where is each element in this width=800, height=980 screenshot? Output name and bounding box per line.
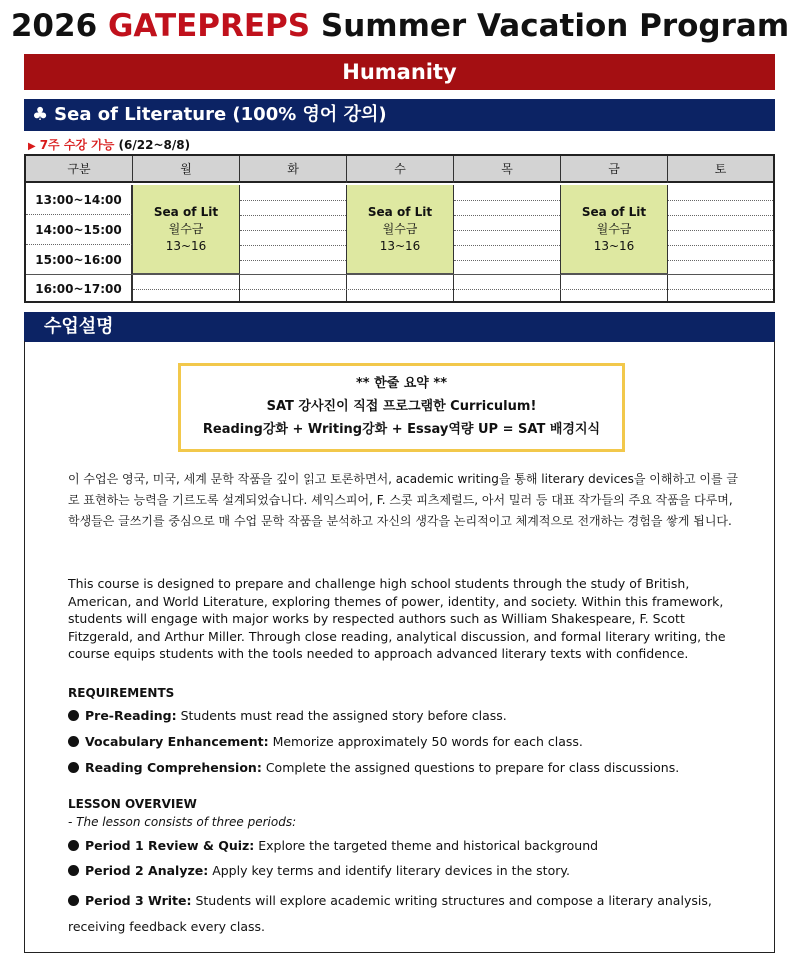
triangle-icon: ▶ xyxy=(28,141,36,152)
course-title-bar xyxy=(24,99,775,131)
time-slot: 16:00~17:00 xyxy=(26,275,132,301)
requirements-heading: REQUIREMENTS xyxy=(68,686,175,700)
english-description: This course is designed to prepare and challenge high school students through the study of British, American, and World Literature, exploring themes of power, identity, and society. Within this framework, students will engage with major works by respected authors such as William Shakespeare, F. Scott Fitzgerald, and Arthur Miller. Through close reading, analytical discussion, and formal literary writing, the course equips students with the tools needed to approach advanced literary texts with confidence. xyxy=(68,576,726,661)
course-title: Sea of Literature (100% 영어 강의) xyxy=(54,104,387,125)
time-slot: 14:00~15:00 xyxy=(26,215,132,245)
bullet-icon xyxy=(68,895,79,906)
page-title: 2026 GATEPREPS Summer Vacation Program xyxy=(10,8,790,44)
class-block-fri: Sea of Lit 월수금 13~16 xyxy=(561,185,668,274)
bullet-icon xyxy=(68,865,79,876)
header-wed: 수 xyxy=(347,156,454,183)
description-heading: 수업설명 xyxy=(24,312,775,342)
description-panel xyxy=(24,341,775,953)
class-block-wed: Sea of Lit 월수금 13~16 xyxy=(347,185,454,274)
bullet-icon xyxy=(68,736,79,747)
category-banner: Humanity xyxy=(24,54,775,90)
header-mon: 월 xyxy=(133,156,240,183)
requirement-item: Pre-Reading: Students must read the assigned story before class. xyxy=(68,708,758,723)
header-thu: 목 xyxy=(454,156,561,183)
lesson-item: Period 3 Write: Students will explore academic writing structures and compose a literary analysis, receiving feedback every class. xyxy=(68,893,712,934)
lesson-subheading: - The lesson consists of three periods: xyxy=(68,815,297,829)
requirement-item: Vocabulary Enhancement: Memorize approximately 50 words for each class. xyxy=(68,734,758,749)
class-block-mon: Sea of Lit 월수금 13~16 xyxy=(133,185,240,274)
header-fri: 금 xyxy=(561,156,668,183)
course-period: ▶ 7주 수강 가능 (6/22~8/8) xyxy=(28,138,191,152)
korean-description: 이 수업은 영국, 미국, 세계 문학 작품을 깊이 읽고 토론하면서, academic writing을 통해 literary devices을 이해하고 이를 글로 표현하는 능력을 기르도록 설계되었습니다. 셰익스피어, F. 스콧 피츠제럴드, 아서 밀러 등 대표 작가들의 주요 작품을 다루며, 학생들은 글쓰기를 중심으로 매 수업 문학 작품을 분석하고 자신의 생각을 논리적이고 체계적으로 전개하는 경험을 쌓게 됩니다. xyxy=(68,472,739,528)
timetable-header xyxy=(26,156,773,183)
summary-box: ** 한줄 요약 ** SAT 강사진이 직접 프로그램한 Curriculum! Reading강화 + Writing강화 + Essay역량 UP = SAT 배경지식 xyxy=(178,363,625,452)
time-slot: 15:00~16:00 xyxy=(26,245,132,275)
header-tue: 화 xyxy=(240,156,347,183)
lesson-item: Period 1 Review & Quiz: Explore the targeted theme and historical background xyxy=(68,838,758,853)
bullet-icon xyxy=(68,840,79,851)
lesson-heading: LESSON OVERVIEW xyxy=(68,797,197,811)
header-sat: 토 xyxy=(714,162,727,176)
club-icon: ♣ xyxy=(32,104,49,125)
header-category: 구분 xyxy=(26,156,133,183)
timetable xyxy=(24,154,775,303)
bullet-icon xyxy=(68,762,79,773)
brand-name: GATEPREPS xyxy=(107,8,311,44)
requirement-item: Reading Comprehension: Complete the assigned questions to prepare for class discussions. xyxy=(68,760,758,775)
lesson-item: Period 2 Analyze: Apply key terms and identify literary devices in the story. xyxy=(68,863,758,878)
bullet-icon xyxy=(68,710,79,721)
time-slot: 13:00~14:00 xyxy=(26,185,132,215)
